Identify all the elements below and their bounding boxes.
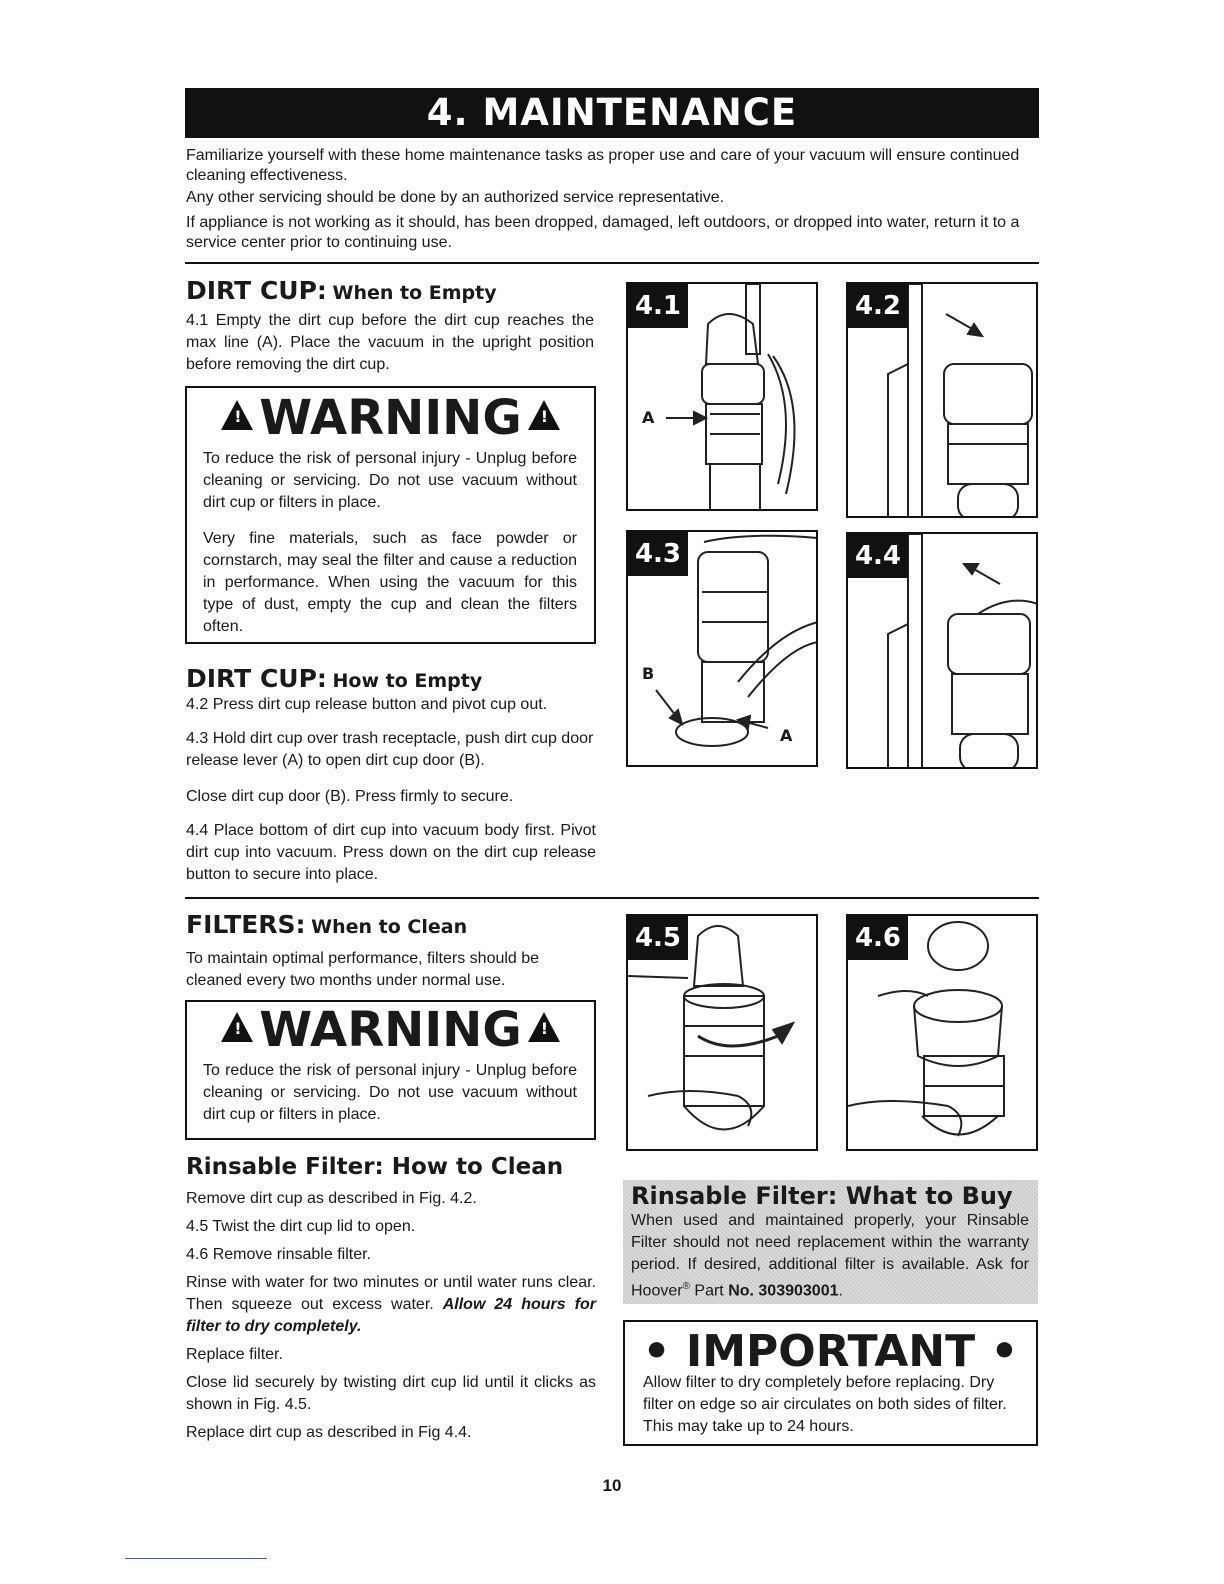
filters-heading: FILTERS: When to Clean [186, 910, 468, 939]
important-heading: • IMPORTANT • [642, 1326, 1019, 1377]
figure-tag: 4.3 [628, 532, 688, 576]
rinsable-step-replace-cup: Replace dirt cup as described in Fig 4.4. [186, 1424, 472, 1441]
figure-tag: 4.6 [848, 916, 908, 960]
section-divider [185, 262, 1039, 264]
intro-paragraph-1: Familiarize yourself with these home maintenance tasks as proper use and care of your vacuum will ensure continued cleaning effectiveness. [186, 147, 1020, 184]
figure-tag: 4.4 [848, 534, 908, 578]
figure-4-5 [626, 914, 818, 1151]
figure-4-2 [846, 282, 1038, 518]
section-title: 4. MAINTENANCE [185, 88, 1039, 138]
warning-1-paragraph-1: To reduce the risk of personal injury - Unplug before cleaning or servicing. Do not use vacuum without dirt cup or filters in place. [203, 450, 577, 511]
label-a: A [780, 726, 793, 745]
warning-2-paragraph: To reduce the risk of personal injury - Unplug before cleaning or servicing. Do not use vacuum without dirt cup or filters in place. [203, 1062, 577, 1123]
what-to-buy-box [623, 1180, 1038, 1304]
figure-tag: 4.1 [628, 284, 688, 328]
warning-title-2: !WARNING! [187, 1002, 594, 1058]
warning-triangle-icon [221, 400, 253, 430]
warning-box-1 [185, 386, 596, 644]
section-divider [185, 897, 1039, 899]
rinsable-step-remove: Remove dirt cup as described in Fig. 4.2. [186, 1190, 477, 1207]
figure-4-1 [626, 282, 818, 511]
label-a: A [642, 408, 655, 427]
intro-paragraph-3: If appliance is not working as it should, has been dropped, damaged, left outdoors, or dropped into water, return it to a service center prior to continuing use. [186, 214, 1020, 251]
rinsable-step-4-6: 4.6 Remove rinsable filter. [186, 1246, 371, 1263]
what-to-buy-text: When used and maintained properly, your Rinsable Filter should not need replacement within the warranty period. If desired, additional filter is available. Ask for Hoover® Part No. 303903001. [631, 1212, 1029, 1300]
dirt-cup-step-4-3: 4.3 Hold dirt cup over trash receptacle, push dirt cup door release lever (A) to open dirt cup door (B). [186, 730, 594, 769]
dirt-cup-empty-text: 4.1 Empty the dirt cup before the dirt cup reaches the max line (A). Place the vacuum in the upright position before removing the dirt cup. [186, 312, 594, 373]
figure-4-6 [846, 914, 1038, 1151]
figure-4-3 [626, 530, 818, 767]
footer-line [125, 1558, 267, 1559]
page-number: 10 [602, 1476, 622, 1495]
warning-triangle-icon [528, 1012, 560, 1042]
important-text: Allow filter to dry completely before replacing. Dry filter on edge so air circulates on both sides of filter. This may take up to 24 hours. [643, 1374, 1007, 1435]
dirt-cup-step-4-2: 4.2 Press dirt cup release button and pivot cup out. [186, 696, 548, 713]
rinsable-step-close-lid: Close lid securely by twisting dirt cup lid until it clicks as shown in Fig. 4.5. [186, 1374, 596, 1413]
warning-1-paragraph-2: Very fine materials, such as face powder or cornstarch, may seal the filter and cause a reduction in performance. When using the vacuum for this type of dust, empty the cup and clean the filters often. [203, 530, 577, 635]
rinsable-step-4-5: 4.5 Twist the dirt cup lid to open. [186, 1218, 416, 1235]
warning-triangle-icon [528, 400, 560, 430]
warning-title-1: !WARNING! [187, 390, 594, 446]
rinsable-clean-heading: Rinsable Filter: How to Clean [186, 1154, 564, 1180]
warning-triangle-icon [221, 1012, 253, 1042]
dirt-cup-close-door: Close dirt cup door (B). Press firmly to secure. [186, 788, 514, 805]
warning-box-2 [185, 1000, 596, 1140]
figure-tag: 4.2 [848, 284, 908, 328]
rinsable-step-replace: Replace filter. [186, 1346, 283, 1363]
part-number: No. 303903001 [728, 1282, 839, 1300]
dry-time-emphasis: Allow 24 hours for filter to dry completely. [186, 1296, 596, 1335]
dirt-cup-step-4-4: 4.4 Place bottom of dirt cup into vacuum body first. Pivot dirt cup into vacuum. Press down on the dirt cup release button to secure into place. [186, 822, 596, 883]
rinsable-step-rinse: Rinse with water for two minutes or until water runs clear. Then squeeze out excess water. Allow 24 hours for filter to dry completely. [186, 1274, 596, 1335]
dirt-cup-empty-heading: DIRT CUP: When to Empty [186, 276, 497, 305]
label-b: B [642, 664, 655, 683]
filters-text: To maintain optimal performance, filters should be cleaned every two months under normal use. [186, 950, 540, 989]
dirt-cup-how-heading: DIRT CUP: How to Empty [186, 664, 483, 693]
figure-tag: 4.5 [628, 916, 688, 960]
figure-4-4 [846, 532, 1038, 769]
intro-paragraph-2: Any other servicing should be done by an authorized service representative. [186, 189, 725, 206]
what-to-buy-heading: Rinsable Filter: What to Buy [631, 1182, 1013, 1210]
important-box [623, 1320, 1038, 1446]
